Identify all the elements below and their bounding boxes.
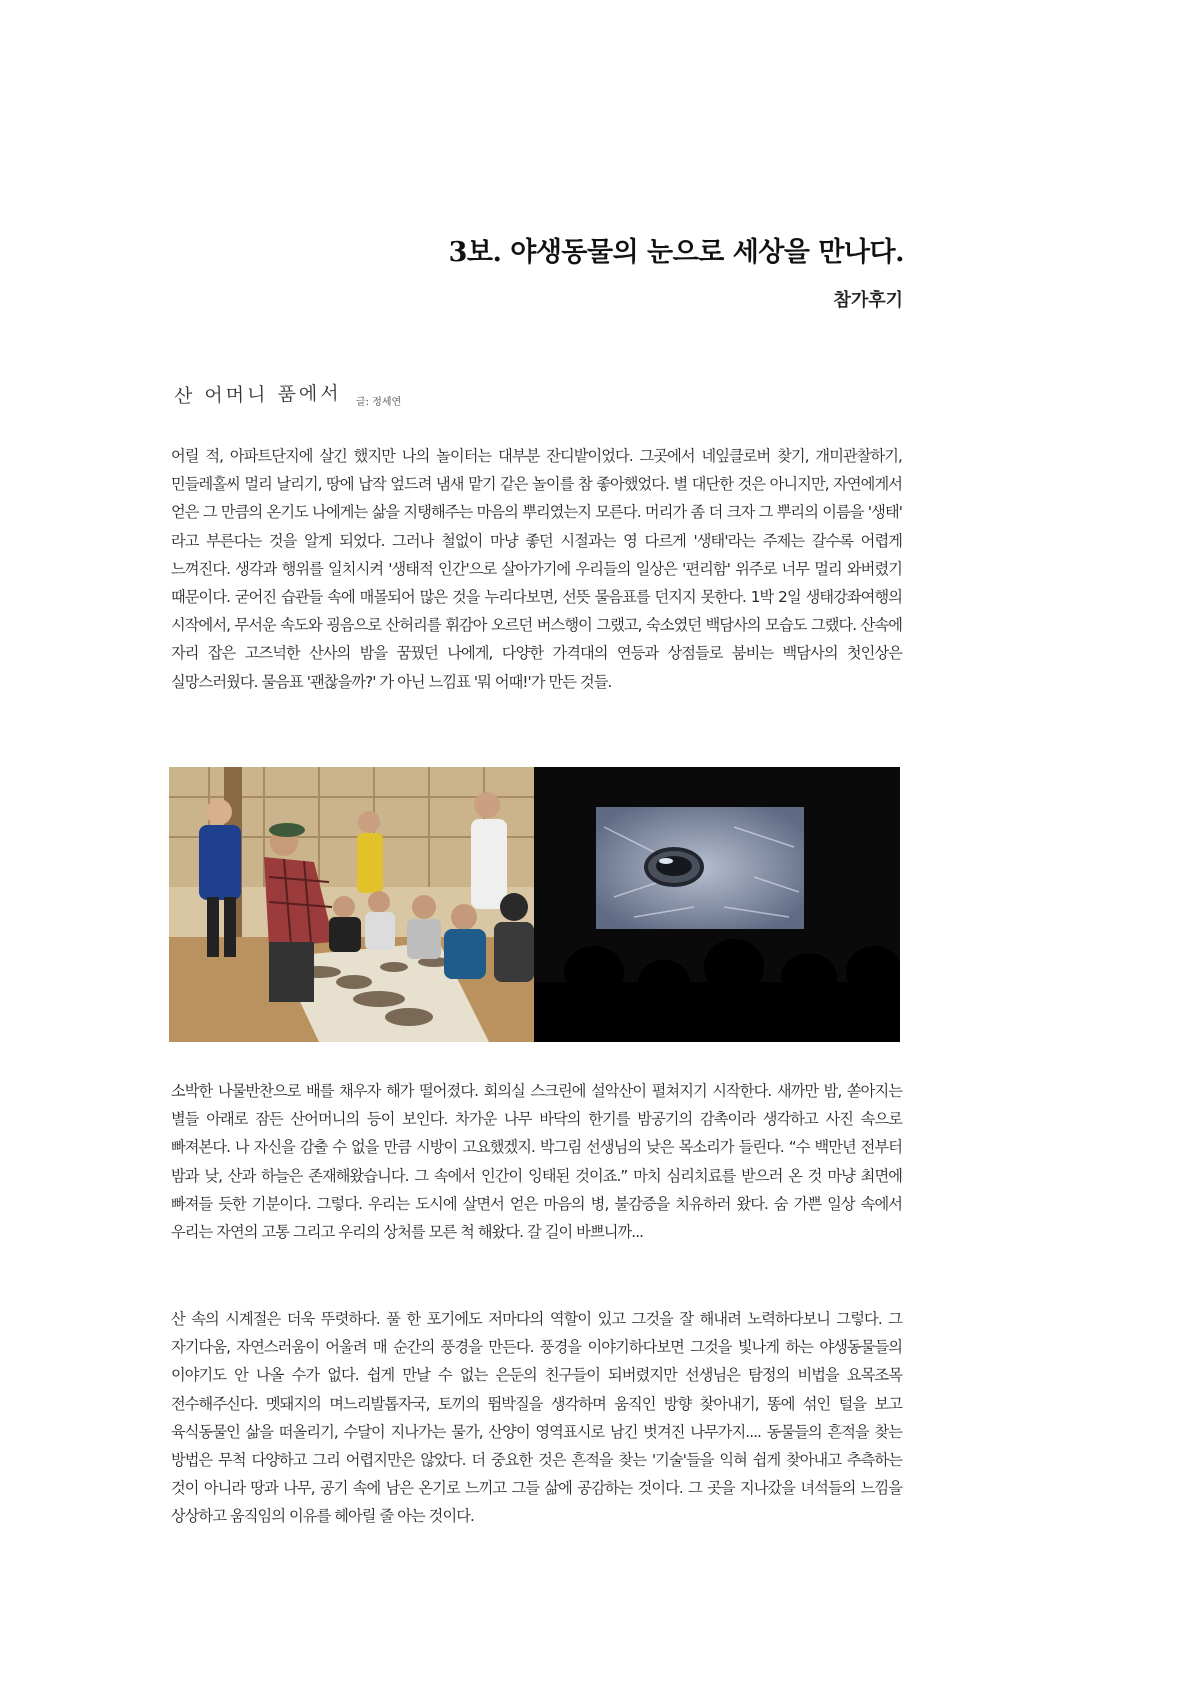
handwritten-title: 산 어머니 품에서 bbox=[173, 382, 342, 408]
page-subtitle: 참가후기 bbox=[833, 290, 903, 311]
projection-photo bbox=[534, 767, 900, 1042]
page-title: 3보. 야생동물의 눈으로 세상을 만나다. bbox=[448, 237, 904, 268]
workshop-photo-illustration bbox=[169, 767, 534, 1042]
projection-photo-illustration bbox=[534, 767, 900, 1042]
workshop-photo bbox=[169, 767, 534, 1042]
article-paragraph: 어릴 적, 아파트단지에 살긴 했지만 나의 놀이터는 대부분 잔디밭이었다. 그곳에서 네잎클로버 찾기, 개미관찰하기, 민들레홀씨 멀리 날리기, 땅에 납작 엎드려 냄새 맡기 같은 놀이를 참 좋아했었다. 별 대단한 것은 아니지만, 자연에게서 얻은 그 만큼의 온기도 나에게는 삶을 지탱해주는 마음의 뿌리였는지 모른다. 머리가 좀 더 크자 그 뿌리의 이름을 '생태' 라고 부른다는 것을 알게 되었다. 그러나 철없이 마냥 좋던 시절과는 영 다르게 '생태'라는 주제는 갈수록 어렵게 느껴진다. 생각과 행위를 일치시켜 '생태적 인간'으로 살아가기에 우리들의 일상은 '편리함' 위주로 너무 멀리 와버렸기 때문이다. 굳어진 습관들 속에 매몰되어 많은 것을 누리다보면, 선뜻 물음표를 던지지 못한다. 1박 2일 생태강좌여행의 시작에서, 무서운 속도와 굉음으로 산허리를 휘감아 오르던 버스행이 그랬고, 숙소였던 백담사의 모습도 그랬다. 산속에 자리 잡은 고즈넉한 산사의 밤을 꿈꿨던 나에게, 다양한 가격대의 연등과 상점들로 붐비는 백담사의 첫인상은 실망스러웠다. 물음표 '괜찮을까?' 가 아닌 느낌표 '뭐 어때!'가 만든 것들. bbox=[171, 447, 902, 691]
handwritten-author: 글: 정세연 bbox=[356, 397, 402, 408]
article-paragraph: 소박한 나물반찬으로 배를 채우자 해가 떨어졌다. 회의실 스크린에 설악산이 펼쳐지기 시작한다. 새까만 밤, 쏟아지는 별들 아래로 잠든 산어머니의 등이 보인다. 차가운 나무 바닥의 한기를 밤공기의 감촉이라 생각하고 사진 속으로 빠져본다. 나 자신을 감출 수 없을 만큼 시방이 고요했겠지. 박그림 선생님의 낮은 목소리가 들린다. “수 백만년 전부터 밤과 낮, 산과 하늘은 존재해왔습니다. 그 속에서 인간이 잉태된 것이죠.” 마치 심리치료를 받으러 온 것 마냥 최면에 빠져들 듯한 기분이다. 그렇다. 우리는 도시에 살면서 얻은 마음의 병, 불감증을 치유하러 왔다. 숨 가쁜 일상 속에서 우리는 자연의 고통 그리고 우리의 상처를 모른 척 해왔다. 갈 길이 바쁘니까... bbox=[171, 1082, 902, 1242]
article-paragraph: 산 속의 시계절은 더욱 뚜렷하다. 풀 한 포기에도 저마다의 역할이 있고 그것을 잘 해내려 노력하다보니 그렇다. 그 자기다움, 자연스러움이 어울려 매 순간의 풍경을 만든다. 풍경을 이야기하다보면 그것을 빛나게 하는 야생동물들의 이야기도 안 나올 수가 없다. 쉽게 만날 수 없는 은둔의 친구들이 되버렸지만 선생님은 탐정의 비법을 요목조목 전수해주신다. 멧돼지의 며느리발톱자국, 토끼의 뜀박질을 생각하며 움직인 방향 찾아내기, 똥에 섞인 털을 보고 육식동물인 삶을 떠올리기, 수달이 지나가는 물가, 산양이 영역표시로 남긴 벗겨진 나무가지.... 동물들의 흔적을 찾는 방법은 무척 다양하고 그리 어렵지만은 않았다. 더 중요한 것은 흔적을 찾는 '기술'들을 익혀 쉽게 찾아내고 추측하는 것이 아니라 땅과 나무, 공기 속에 남은 온기로 느끼고 그들 삶에 공감하는 것이다. 그 곳을 지나갔을 녀석들의 느낌을 상상하고 움직임의 이유를 헤아릴 줄 아는 것이다. bbox=[171, 1310, 902, 1526]
